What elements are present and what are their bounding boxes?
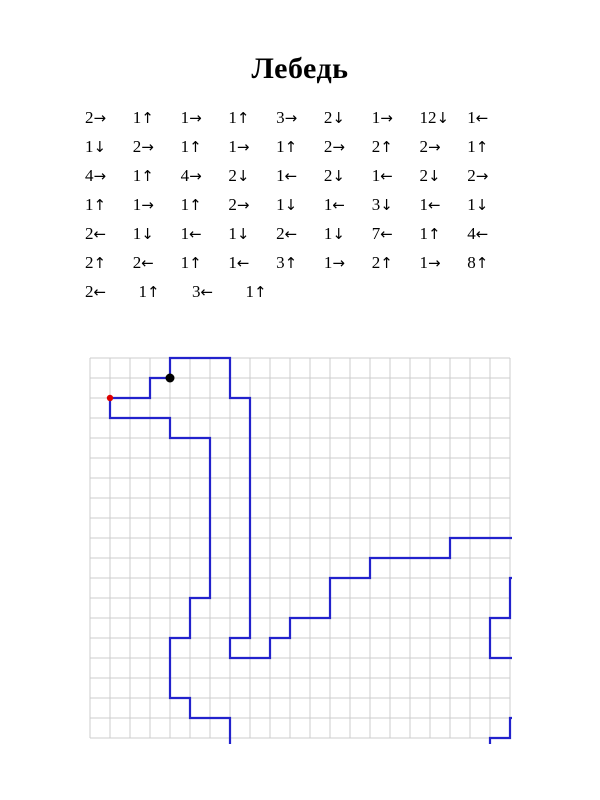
instruction-step xyxy=(181,137,229,157)
instruction-step xyxy=(419,137,467,157)
instruction-row xyxy=(85,282,515,302)
step-arrow-icon: ← xyxy=(427,196,441,214)
step-arrow-icon: ↓ xyxy=(236,167,250,185)
instruction-step xyxy=(276,137,324,157)
step-count: 2 xyxy=(323,108,333,127)
step-arrow-icon: ↓ xyxy=(436,109,450,127)
step-count: 1 xyxy=(228,224,237,243)
step-arrow-icon: ↑ xyxy=(427,225,441,243)
instruction-step xyxy=(276,195,324,215)
step-arrow-icon: ← xyxy=(284,167,298,185)
step-count: 2 xyxy=(419,166,428,185)
instruction-step xyxy=(324,253,372,273)
instruction-step xyxy=(228,224,276,244)
instruction-step xyxy=(228,195,276,215)
step-arrow-icon: ← xyxy=(475,109,489,127)
step-arrow-icon: ← xyxy=(284,225,298,243)
step-count: 3 xyxy=(192,282,201,301)
step-count: 2 xyxy=(85,253,94,272)
step-count: 4 xyxy=(180,166,190,185)
step-count: 1 xyxy=(276,137,285,156)
step-count: 1 xyxy=(467,108,476,127)
instruction-list xyxy=(85,108,515,302)
instruction-step xyxy=(324,224,372,244)
step-arrow-icon: ↓ xyxy=(284,196,298,214)
step-count: 1 xyxy=(132,108,142,127)
step-count: 3 xyxy=(276,253,285,272)
instruction-step xyxy=(467,137,515,157)
instruction-step xyxy=(419,166,467,186)
instruction-step xyxy=(419,253,467,273)
step-count: 2 xyxy=(323,137,333,156)
instruction-row xyxy=(85,166,515,186)
step-count: 1 xyxy=(180,224,190,243)
step-arrow-icon: → xyxy=(236,196,250,214)
step-arrow-icon: ↓ xyxy=(236,225,250,243)
instruction-step xyxy=(133,195,181,215)
step-count: 1 xyxy=(85,195,94,214)
instruction-step xyxy=(228,137,276,157)
step-arrow-icon: → xyxy=(141,196,154,214)
step-arrow-icon: → xyxy=(332,138,345,156)
step-count: 2 xyxy=(371,253,381,272)
instruction-step xyxy=(324,137,372,157)
step-count: 1 xyxy=(228,253,237,272)
step-arrow-icon: ↑ xyxy=(189,254,202,272)
step-count: 2 xyxy=(132,137,142,156)
step-count: 8 xyxy=(467,253,476,272)
instruction-step xyxy=(85,195,133,215)
step-arrow-icon: ↑ xyxy=(254,283,267,301)
step-count: 2 xyxy=(276,224,285,243)
step-count: 1 xyxy=(180,195,190,214)
step-count: 2 xyxy=(85,224,94,243)
step-count: 1 xyxy=(419,195,428,214)
step-arrow-icon: ← xyxy=(475,225,489,243)
step-arrow-icon: ↑ xyxy=(189,196,202,214)
step-count: 2 xyxy=(85,282,94,301)
instruction-step xyxy=(419,108,467,128)
instruction-step xyxy=(467,253,515,273)
step-count: 1 xyxy=(180,137,190,156)
instruction-step xyxy=(276,108,324,128)
step-arrow-icon: ← xyxy=(380,167,393,185)
step-count: 1 xyxy=(467,137,476,156)
step-arrow-icon: ← xyxy=(189,225,202,243)
instruction-step xyxy=(324,195,372,215)
instruction-step xyxy=(85,253,133,273)
step-count: 1 xyxy=(323,224,333,243)
step-arrow-icon: ↑ xyxy=(141,167,154,185)
step-arrow-icon: → xyxy=(189,109,202,127)
step-count: 3 xyxy=(371,195,381,214)
instruction-step xyxy=(372,108,420,128)
start-point-icon xyxy=(107,395,113,401)
step-arrow-icon: ↓ xyxy=(332,225,345,243)
step-count: 1 xyxy=(245,282,254,301)
step-arrow-icon: ↑ xyxy=(93,254,107,272)
step-arrow-icon: ↑ xyxy=(147,283,160,301)
step-count: 2 xyxy=(228,166,237,185)
step-count: 2 xyxy=(323,166,333,185)
instruction-step xyxy=(419,224,467,244)
step-arrow-icon: ↑ xyxy=(189,138,202,156)
instruction-step xyxy=(419,195,467,215)
step-arrow-icon: → xyxy=(93,167,107,185)
instruction-step xyxy=(467,166,515,186)
instruction-step xyxy=(372,166,420,186)
instruction-row xyxy=(85,224,515,244)
instruction-step xyxy=(133,224,181,244)
step-arrow-icon: ↓ xyxy=(332,109,345,127)
instruction-step xyxy=(139,282,193,302)
step-arrow-icon: ← xyxy=(93,283,107,301)
instruction-step xyxy=(467,108,515,128)
step-count: 1 xyxy=(132,166,142,185)
instruction-step xyxy=(133,108,181,128)
step-arrow-icon: → xyxy=(236,138,250,156)
step-count: 4 xyxy=(85,166,94,185)
instruction-step xyxy=(192,282,246,302)
instruction-step xyxy=(372,253,420,273)
instruction-step xyxy=(181,166,229,186)
instruction-step xyxy=(246,282,300,302)
step-arrow-icon: ↑ xyxy=(380,138,393,156)
step-count: 2 xyxy=(419,137,428,156)
step-arrow-icon: ↑ xyxy=(93,196,107,214)
step-count: 1 xyxy=(85,137,94,156)
step-count: 1 xyxy=(276,195,285,214)
step-arrow-icon: ↓ xyxy=(141,225,154,243)
instruction-step xyxy=(85,166,133,186)
step-arrow-icon: → xyxy=(332,254,345,272)
instruction-step xyxy=(85,224,133,244)
instruction-step xyxy=(372,137,420,157)
step-arrow-icon: ← xyxy=(380,225,393,243)
step-count: 1 xyxy=(138,282,147,301)
step-arrow-icon: ↑ xyxy=(380,254,393,272)
instruction-step xyxy=(228,166,276,186)
step-count: 1 xyxy=(132,224,142,243)
instruction-step xyxy=(133,253,181,273)
step-arrow-icon: → xyxy=(380,109,393,127)
step-count: 7 xyxy=(371,224,381,243)
step-arrow-icon: ← xyxy=(332,196,345,214)
instruction-row xyxy=(85,108,515,128)
page-title: Лебедь xyxy=(251,52,349,85)
step-count: 1 xyxy=(419,253,428,272)
step-count: 1 xyxy=(228,108,237,127)
instruction-step xyxy=(85,137,133,157)
instruction-step xyxy=(276,253,324,273)
instruction-step xyxy=(372,195,420,215)
step-count: 1 xyxy=(180,108,190,127)
instruction-step xyxy=(85,282,139,302)
step-arrow-icon: ↓ xyxy=(380,196,393,214)
instruction-step xyxy=(181,195,229,215)
step-count: 3 xyxy=(276,108,285,127)
step-arrow-icon: → xyxy=(427,254,441,272)
step-arrow-icon: ↑ xyxy=(284,138,298,156)
step-arrow-icon: ← xyxy=(236,254,250,272)
step-count: 2 xyxy=(85,108,94,127)
step-arrow-icon: ↑ xyxy=(141,109,154,127)
step-arrow-icon: → xyxy=(427,138,441,156)
step-arrow-icon: ↓ xyxy=(427,167,441,185)
step-arrow-icon: → xyxy=(189,167,202,185)
instruction-step xyxy=(228,108,276,128)
step-count: 1 xyxy=(323,195,333,214)
step-arrow-icon: → xyxy=(475,167,489,185)
step-arrow-icon: ↓ xyxy=(475,196,489,214)
instruction-step xyxy=(181,253,229,273)
step-arrow-icon: ↓ xyxy=(332,167,345,185)
drawing-grid xyxy=(88,356,512,744)
instruction-row xyxy=(85,195,515,215)
instruction-step xyxy=(276,224,324,244)
eye-icon xyxy=(166,374,175,383)
step-arrow-icon: → xyxy=(141,138,154,156)
step-count: 1 xyxy=(419,224,428,243)
instruction-step xyxy=(181,224,229,244)
instruction-step xyxy=(324,166,372,186)
instruction-step xyxy=(133,166,181,186)
step-count: 2 xyxy=(132,253,142,272)
step-count: 1 xyxy=(323,253,333,272)
step-count: 2 xyxy=(371,137,381,156)
step-count: 1 xyxy=(228,137,237,156)
instruction-step xyxy=(181,108,229,128)
swan-figure xyxy=(107,358,512,744)
step-count: 1 xyxy=(371,108,381,127)
step-arrow-icon: ↓ xyxy=(93,138,107,156)
instruction-step xyxy=(467,195,515,215)
step-count: 4 xyxy=(467,224,476,243)
gridlines xyxy=(90,358,510,738)
step-arrow-icon: ← xyxy=(93,225,107,243)
step-count: 2 xyxy=(228,195,237,214)
step-count: 2 xyxy=(467,166,476,185)
step-count: 1 xyxy=(467,195,476,214)
instruction-step xyxy=(228,253,276,273)
step-count: 12 xyxy=(419,108,437,127)
instruction-step xyxy=(85,108,133,128)
step-arrow-icon: → xyxy=(93,109,107,127)
step-count: 1 xyxy=(371,166,381,185)
instruction-row xyxy=(85,137,515,157)
instruction-step xyxy=(467,224,515,244)
step-count: 1 xyxy=(276,166,285,185)
instruction-row xyxy=(85,253,515,273)
step-count: 1 xyxy=(132,195,142,214)
step-arrow-icon: ← xyxy=(141,254,154,272)
step-arrow-icon: ↑ xyxy=(475,254,489,272)
instruction-step xyxy=(276,166,324,186)
step-arrow-icon: ↑ xyxy=(236,109,250,127)
instruction-step xyxy=(324,108,372,128)
grid-svg xyxy=(88,356,512,744)
instruction-step xyxy=(372,224,420,244)
step-arrow-icon: ↑ xyxy=(284,254,298,272)
step-arrow-icon: ↑ xyxy=(475,138,489,156)
step-arrow-icon: ← xyxy=(200,283,214,301)
instruction-step xyxy=(133,137,181,157)
step-arrow-icon: → xyxy=(284,109,298,127)
step-count: 1 xyxy=(180,253,190,272)
